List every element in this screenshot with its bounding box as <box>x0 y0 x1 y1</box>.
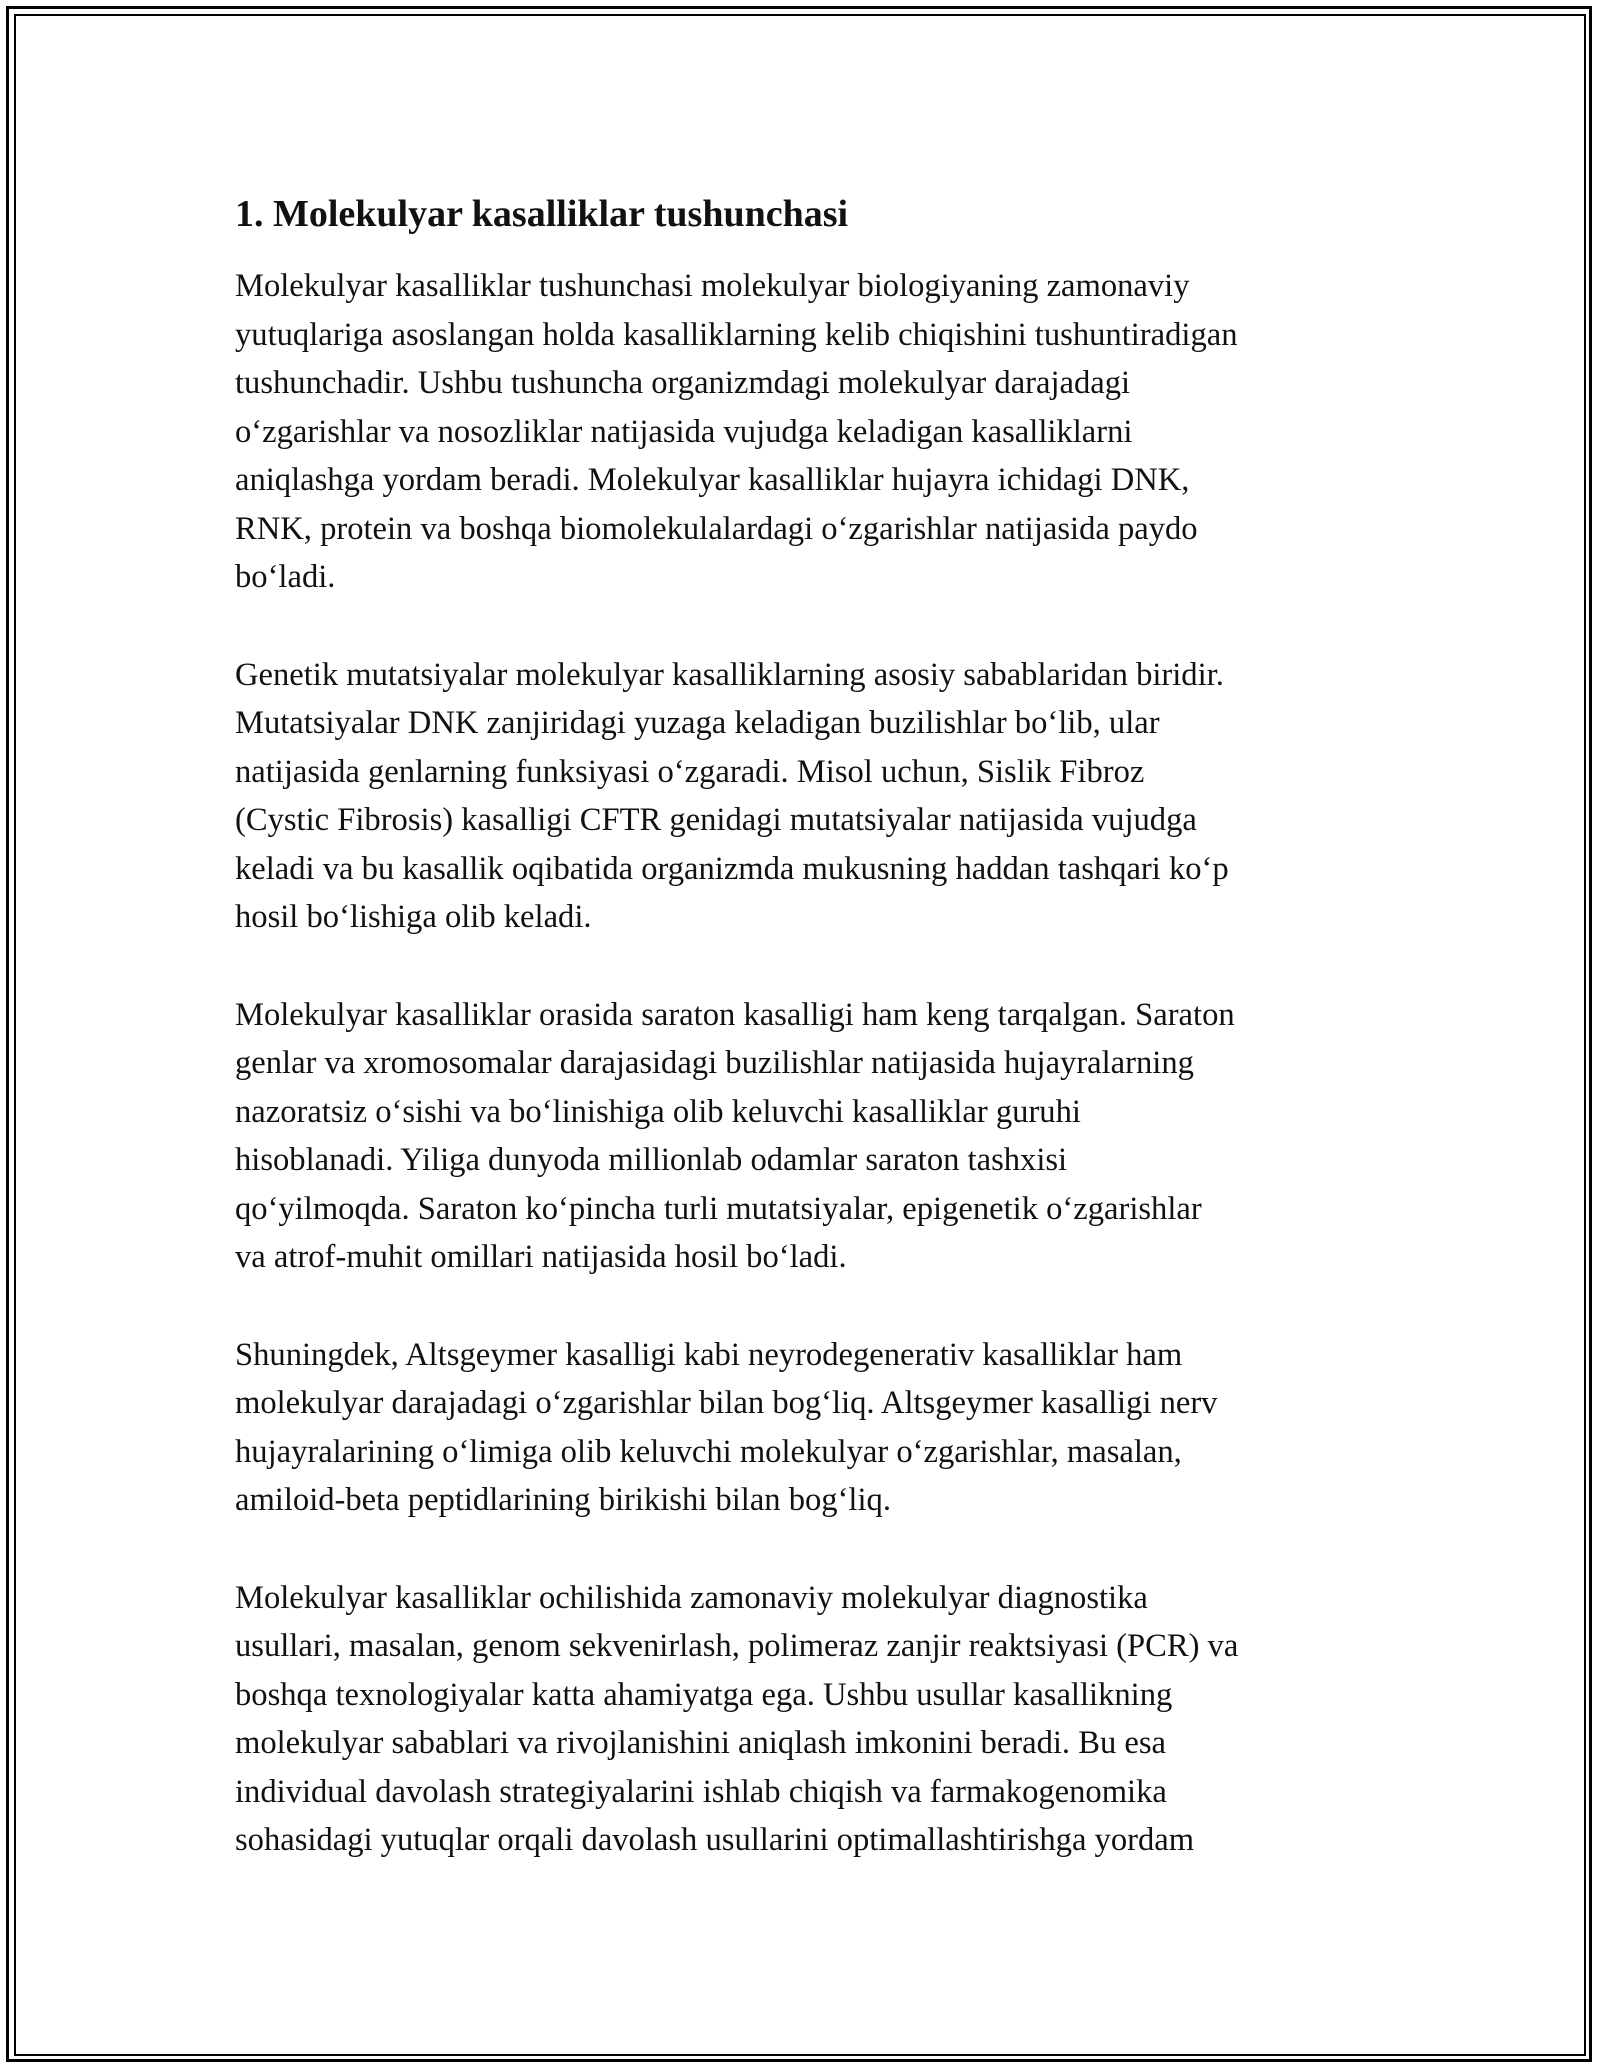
text-line: yutuqlariga asoslangan holda kasalliklarning kelib chiqishini tushuntiradigan <box>235 316 1238 353</box>
text-line: bo‘ladi. <box>235 559 336 595</box>
text-line: genlar va xromosomalar darajasidagi buzilishlar natijasida hujayralarning <box>235 1045 1194 1081</box>
text-line: tushunchadir. Ushbu tushuncha organizmdagi molekulyar darajadagi <box>235 365 1131 401</box>
text-line: sohasidagi yutuqlar orqali davolash usullarini optimallashtirishga yordam <box>235 1822 1195 1858</box>
text-line: hosil bo‘lishiga olib keladi. <box>235 899 592 935</box>
text-line: Molekulyar kasalliklar orasida saraton kasalligi ham keng tarqalgan. Saraton <box>235 996 1235 1033</box>
paragraph-5 <box>235 1574 1385 1865</box>
text-line: (Cystic Fibrosis) kasalligi CFTR genidagi mutatsiyalar natijasida vujudga <box>235 802 1197 838</box>
text-line: o‘zgarishlar va nosozliklar natijasida vujudga keladigan kasalliklarni <box>235 413 1133 450</box>
text-line: Genetik mutatsiyalar molekulyar kasalliklarning asosiy sabablaridan biridir. <box>235 656 1224 693</box>
text-line: boshqa texnologiyalar katta ahamiyatga ega. Ushbu usullar kasallikning <box>235 1676 1173 1713</box>
text-line: RNK, protein va boshqa biomolekulalardagi o‘zgarishlar natijasida paydo <box>235 510 1198 547</box>
text-line: usullari, masalan, genom sekvenirlash, polimeraz zanjir reaktsiyasi (PCR) va <box>235 1628 1239 1664</box>
text-line: molekulyar sabablari va rivojlanishini aniqlash imkonini beradi. Bu esa <box>235 1725 1166 1761</box>
paragraph-2 <box>235 651 1385 942</box>
paragraph-3 <box>235 991 1385 1282</box>
text-line: molekulyar darajadagi o‘zgarishlar bilan bog‘liq. Altsgeymer kasalligi nerv <box>235 1385 1218 1421</box>
paragraph-4 <box>235 1331 1385 1525</box>
text-line: va atrof-muhit omillari natijasida hosil bo‘ladi. <box>235 1239 847 1275</box>
document-body <box>235 186 1385 1914</box>
text-line: keladi va bu kasallik oqibatida organizmda mukusning haddan tashqari ko‘p <box>235 850 1229 887</box>
text-line: hisoblanadi. Yiliga dunyoda millionlab odamlar saraton tashxisi <box>235 1142 1068 1178</box>
text-line: nazoratsiz o‘sishi va bo‘linishiga olib keluvchi kasalliklar guruhi <box>235 1093 1081 1130</box>
text-line: Shuningdek, Altsgeymer kasalligi kabi neyrodegenerativ kasalliklar ham <box>235 1336 1183 1373</box>
text-line: Molekulyar kasalliklar tushunchasi molekulyar biologiyaning zamonaviy <box>235 268 1190 304</box>
section-heading: 1. Molekulyar kasalliklar tushunchasi <box>235 193 849 235</box>
text-line: natijasida genlarning funksiyasi o‘zgaradi. Misol uchun, Sislik Fibroz <box>235 753 1145 790</box>
text-line: Mutatsiyalar DNK zanjiridagi yuzaga keladigan buzilishlar bo‘lib, ular <box>235 705 1160 741</box>
text-line: aniqlashga yordam beradi. Molekulyar kasalliklar hujayra ichidagi DNK, <box>235 462 1190 498</box>
text-line: hujayralarining o‘limiga olib keluvchi molekulyar o‘zgarishlar, masalan, <box>235 1433 1182 1470</box>
text-line: individual davolash strategiyalarini ishlab chiqish va farmakogenomika <box>235 1773 1167 1810</box>
text-line: Molekulyar kasalliklar ochilishida zamonaviy molekulyar diagnostika <box>235 1579 1148 1616</box>
text-line: qo‘yilmoqda. Saraton ko‘pincha turli mutatsiyalar, epigenetik o‘zgarishlar <box>235 1190 1202 1227</box>
paragraph-1 <box>235 262 1385 602</box>
text-line: amiloid-beta peptidlarining birikishi bilan bog‘liq. <box>235 1482 891 1518</box>
